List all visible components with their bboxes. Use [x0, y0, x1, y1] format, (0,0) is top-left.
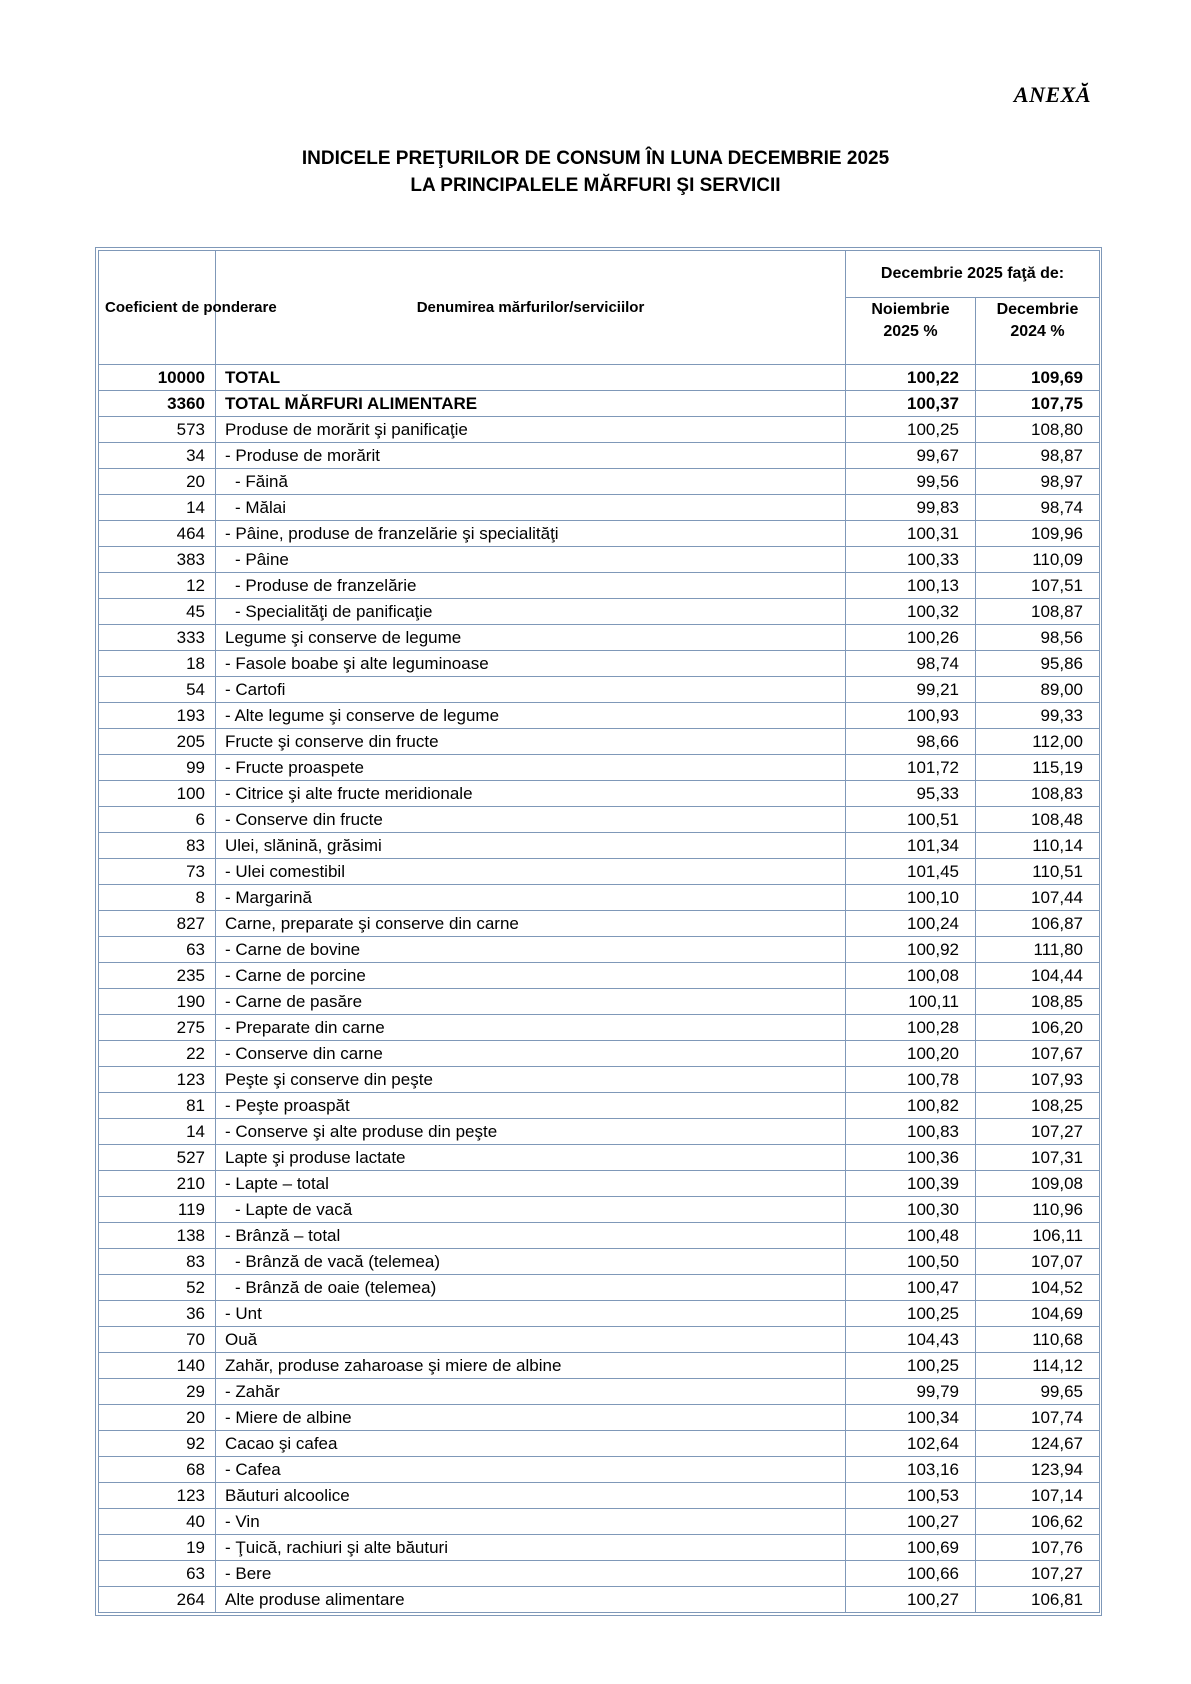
cell-coefficient: 54 — [99, 677, 216, 703]
cell-name: Zahăr, produse zaharoase şi miere de albine — [216, 1353, 846, 1379]
cell-name: - Citrice şi alte fructe meridionale — [216, 781, 846, 807]
cell-index-dec: 107,27 — [976, 1561, 1100, 1587]
cell-index-dec: 106,81 — [976, 1587, 1100, 1613]
header-group-text: Decembrie 2025 faţă de: — [880, 265, 1065, 282]
cell-index-dec: 108,25 — [976, 1093, 1100, 1119]
cell-coefficient: 70 — [99, 1327, 216, 1353]
cell-name: Cacao şi cafea — [216, 1431, 846, 1457]
cell-index-nov: 100,92 — [846, 937, 976, 963]
cell-coefficient: 827 — [99, 911, 216, 937]
header-group — [846, 251, 1100, 298]
cell-index-nov: 100,83 — [846, 1119, 976, 1145]
cell-index-dec: 107,75 — [976, 391, 1100, 417]
table-row — [99, 1379, 1100, 1405]
table-row — [99, 807, 1100, 833]
cell-index-dec: 110,14 — [976, 833, 1100, 859]
cell-index-nov: 104,43 — [846, 1327, 976, 1353]
cell-name: - Fructe proaspete — [216, 755, 846, 781]
cell-index-dec: 107,51 — [976, 573, 1100, 599]
cell-index-dec: 104,44 — [976, 963, 1100, 989]
cell-coefficient: 63 — [99, 1561, 216, 1587]
table-row — [99, 495, 1100, 521]
cell-coefficient: 19 — [99, 1535, 216, 1561]
cell-name: Carne, preparate şi conserve din carne — [216, 911, 846, 937]
cell-index-nov: 99,56 — [846, 469, 976, 495]
cell-name: - Peşte proaspăt — [216, 1093, 846, 1119]
table-row — [99, 885, 1100, 911]
cell-index-nov: 100,08 — [846, 963, 976, 989]
cell-name: Produse de morărit şi panificaţie — [216, 417, 846, 443]
cell-name: - Bere — [216, 1561, 846, 1587]
cell-index-dec: 108,85 — [976, 989, 1100, 1015]
cell-name: - Brânză de vacă (telemea) — [216, 1249, 846, 1275]
cell-coefficient: 63 — [99, 937, 216, 963]
table-row — [99, 755, 1100, 781]
cell-coefficient: 235 — [99, 963, 216, 989]
cell-index-nov: 100,47 — [846, 1275, 976, 1301]
cell-index-dec: 111,80 — [976, 937, 1100, 963]
cell-index-nov: 100,36 — [846, 1145, 976, 1171]
cell-name: Fructe şi conserve din fructe — [216, 729, 846, 755]
cell-index-nov: 100,51 — [846, 807, 976, 833]
cell-index-nov: 101,34 — [846, 833, 976, 859]
cell-coefficient: 190 — [99, 989, 216, 1015]
cell-coefficient: 573 — [99, 417, 216, 443]
cell-name: - Margarină — [216, 885, 846, 911]
cell-index-nov: 100,20 — [846, 1041, 976, 1067]
table-row — [99, 1249, 1100, 1275]
cell-index-nov: 100,27 — [846, 1587, 976, 1613]
cell-index-nov: 100,31 — [846, 521, 976, 547]
cell-index-dec: 110,68 — [976, 1327, 1100, 1353]
table-row — [99, 703, 1100, 729]
cell-index-nov: 100,53 — [846, 1483, 976, 1509]
cell-index-nov: 100,30 — [846, 1197, 976, 1223]
cell-coefficient: 12 — [99, 573, 216, 599]
cell-name: - Produse de morărit — [216, 443, 846, 469]
cell-name: - Alte legume şi conserve de legume — [216, 703, 846, 729]
cell-index-dec: 123,94 — [976, 1457, 1100, 1483]
cell-index-dec: 98,97 — [976, 469, 1100, 495]
cell-index-nov: 100,37 — [846, 391, 976, 417]
cell-coefficient: 193 — [99, 703, 216, 729]
cell-coefficient: 123 — [99, 1067, 216, 1093]
cell-index-dec: 110,51 — [976, 859, 1100, 885]
cell-coefficient: 464 — [99, 521, 216, 547]
cell-index-nov: 100,27 — [846, 1509, 976, 1535]
cell-coefficient: 333 — [99, 625, 216, 651]
cell-coefficient: 14 — [99, 1119, 216, 1145]
cell-index-dec: 109,96 — [976, 521, 1100, 547]
cell-coefficient: 119 — [99, 1197, 216, 1223]
title-line-1: INDICELE PREŢURILOR DE CONSUM ÎN LUNA DECEMBRIE 2025 — [301, 148, 890, 169]
table-row — [99, 1587, 1100, 1613]
cell-index-dec: 110,96 — [976, 1197, 1100, 1223]
cell-coefficient: 14 — [99, 495, 216, 521]
header-col-dec — [976, 298, 1100, 365]
cell-name: - Fasole boabe şi alte leguminoase — [216, 651, 846, 677]
table-row — [99, 963, 1100, 989]
header-name: Denumirea mărfurilor/serviciilor — [216, 251, 846, 365]
cell-name: - Produse de franzelărie — [216, 573, 846, 599]
cell-coefficient: 83 — [99, 833, 216, 859]
cell-name: Ulei, slănină, grăsimi — [216, 833, 846, 859]
cell-index-nov: 100,82 — [846, 1093, 976, 1119]
cell-coefficient: 18 — [99, 651, 216, 677]
cell-index-dec: 106,62 — [976, 1509, 1100, 1535]
cell-index-nov: 102,64 — [846, 1431, 976, 1457]
cell-name: Peşte şi conserve din peşte — [216, 1067, 846, 1093]
document-title — [0, 145, 1191, 199]
cell-index-nov: 100,34 — [846, 1405, 976, 1431]
table-row — [99, 781, 1100, 807]
cell-coefficient: 20 — [99, 1405, 216, 1431]
table-row — [99, 573, 1100, 599]
table-row — [99, 1015, 1100, 1041]
cell-name: - Carne de porcine — [216, 963, 846, 989]
table-body — [99, 365, 1100, 1613]
cell-index-dec: 108,87 — [976, 599, 1100, 625]
cell-coefficient: 83 — [99, 1249, 216, 1275]
table-row — [99, 521, 1100, 547]
cell-name: Lapte şi produse lactate — [216, 1145, 846, 1171]
table-row — [99, 1197, 1100, 1223]
table-row — [99, 1067, 1100, 1093]
cell-name: TOTAL — [216, 365, 846, 391]
header-coefficient: Coeficient de ponderare — [99, 251, 216, 365]
cell-index-dec: 107,27 — [976, 1119, 1100, 1145]
header-col-nov-text: Noiembrie 2025 % — [871, 301, 950, 340]
cell-coefficient: 68 — [99, 1457, 216, 1483]
table-row — [99, 1041, 1100, 1067]
header-col-nov — [846, 298, 976, 365]
table-row — [99, 989, 1100, 1015]
cell-index-dec: 107,93 — [976, 1067, 1100, 1093]
cell-coefficient: 123 — [99, 1483, 216, 1509]
table-row — [99, 911, 1100, 937]
cell-coefficient: 205 — [99, 729, 216, 755]
cell-index-dec: 109,69 — [976, 365, 1100, 391]
cell-coefficient: 6 — [99, 807, 216, 833]
cell-index-dec: 107,74 — [976, 1405, 1100, 1431]
cell-name: - Conserve din carne — [216, 1041, 846, 1067]
table-row — [99, 937, 1100, 963]
cell-name: Ouă — [216, 1327, 846, 1353]
table-row — [99, 1535, 1100, 1561]
cell-index-dec: 104,52 — [976, 1275, 1100, 1301]
cell-index-nov: 99,67 — [846, 443, 976, 469]
cell-name: - Lapte de vacă — [216, 1197, 846, 1223]
cell-name: - Carne de bovine — [216, 937, 846, 963]
cell-index-dec: 110,09 — [976, 547, 1100, 573]
table-row — [99, 469, 1100, 495]
table-row — [99, 1171, 1100, 1197]
price-index-table-frame — [95, 247, 1102, 1616]
cell-index-nov: 100,28 — [846, 1015, 976, 1041]
cell-index-dec: 112,00 — [976, 729, 1100, 755]
cell-index-nov: 100,24 — [846, 911, 976, 937]
cell-index-nov: 100,33 — [846, 547, 976, 573]
cell-index-dec: 107,07 — [976, 1249, 1100, 1275]
cell-coefficient: 34 — [99, 443, 216, 469]
cell-name: - Mălai — [216, 495, 846, 521]
cell-index-dec: 124,67 — [976, 1431, 1100, 1457]
cell-name: - Brânză – total — [216, 1223, 846, 1249]
cell-name: - Miere de albine — [216, 1405, 846, 1431]
cell-index-nov: 100,26 — [846, 625, 976, 651]
header-col-dec-text: Decembrie 2024 % — [996, 301, 1079, 340]
cell-index-nov: 103,16 — [846, 1457, 976, 1483]
cell-index-dec: 114,12 — [976, 1353, 1100, 1379]
table-row — [99, 1223, 1100, 1249]
cell-name: Alte produse alimentare — [216, 1587, 846, 1613]
cell-index-nov: 98,66 — [846, 729, 976, 755]
cell-coefficient: 99 — [99, 755, 216, 781]
cell-index-dec: 104,69 — [976, 1301, 1100, 1327]
table-row — [99, 1353, 1100, 1379]
cell-name: - Specialităţi de panificaţie — [216, 599, 846, 625]
table-row — [99, 547, 1100, 573]
cell-index-nov: 100,39 — [846, 1171, 976, 1197]
cell-name: - Unt — [216, 1301, 846, 1327]
cell-coefficient: 45 — [99, 599, 216, 625]
cell-coefficient: 383 — [99, 547, 216, 573]
table-row — [99, 1145, 1100, 1171]
cell-index-dec: 106,11 — [976, 1223, 1100, 1249]
cell-name: - Vin — [216, 1509, 846, 1535]
cell-coefficient: 73 — [99, 859, 216, 885]
cell-index-nov: 100,22 — [846, 365, 976, 391]
table-row — [99, 1301, 1100, 1327]
cell-coefficient: 264 — [99, 1587, 216, 1613]
table-row — [99, 729, 1100, 755]
cell-index-nov: 100,10 — [846, 885, 976, 911]
cell-coefficient: 20 — [99, 469, 216, 495]
table-row — [99, 1119, 1100, 1145]
cell-index-dec: 89,00 — [976, 677, 1100, 703]
cell-index-dec: 107,76 — [976, 1535, 1100, 1561]
table-row — [99, 1327, 1100, 1353]
cell-coefficient: 22 — [99, 1041, 216, 1067]
cell-index-nov: 99,83 — [846, 495, 976, 521]
cell-name: - Conserve din fructe — [216, 807, 846, 833]
cell-index-nov: 100,66 — [846, 1561, 976, 1587]
table-row — [99, 365, 1100, 391]
cell-name: Băuturi alcoolice — [216, 1483, 846, 1509]
cell-coefficient: 3360 — [99, 391, 216, 417]
table-row — [99, 625, 1100, 651]
cell-name: - Făină — [216, 469, 846, 495]
cell-coefficient: 8 — [99, 885, 216, 911]
cell-index-nov: 99,21 — [846, 677, 976, 703]
cell-index-dec: 108,80 — [976, 417, 1100, 443]
cell-index-nov: 95,33 — [846, 781, 976, 807]
cell-index-dec: 107,14 — [976, 1483, 1100, 1509]
cell-index-nov: 100,11 — [846, 989, 976, 1015]
cell-index-nov: 101,72 — [846, 755, 976, 781]
cell-name: - Cartofi — [216, 677, 846, 703]
cell-index-dec: 99,65 — [976, 1379, 1100, 1405]
cell-index-dec: 107,44 — [976, 885, 1100, 911]
cell-name: - Carne de pasăre — [216, 989, 846, 1015]
cell-coefficient: 140 — [99, 1353, 216, 1379]
cell-coefficient: 100 — [99, 781, 216, 807]
price-index-table — [98, 250, 1100, 1613]
cell-name: - Pâine, produse de franzelărie şi specialităţi — [216, 521, 846, 547]
cell-index-dec: 115,19 — [976, 755, 1100, 781]
cell-index-nov: 100,69 — [846, 1535, 976, 1561]
cell-index-nov: 98,74 — [846, 651, 976, 677]
cell-index-nov: 100,93 — [846, 703, 976, 729]
cell-coefficient: 36 — [99, 1301, 216, 1327]
cell-index-dec: 108,48 — [976, 807, 1100, 833]
table-row — [99, 1431, 1100, 1457]
cell-index-dec: 95,86 — [976, 651, 1100, 677]
cell-index-dec: 107,67 — [976, 1041, 1100, 1067]
cell-name: - Brânză de oaie (telemea) — [216, 1275, 846, 1301]
cell-index-nov: 100,25 — [846, 1353, 976, 1379]
cell-index-dec: 99,33 — [976, 703, 1100, 729]
table-row — [99, 833, 1100, 859]
cell-index-nov: 100,13 — [846, 573, 976, 599]
table-row — [99, 1275, 1100, 1301]
cell-name: - Preparate din carne — [216, 1015, 846, 1041]
cell-coefficient: 92 — [99, 1431, 216, 1457]
cell-index-nov: 100,78 — [846, 1067, 976, 1093]
cell-index-dec: 107,31 — [976, 1145, 1100, 1171]
cell-index-dec: 98,87 — [976, 443, 1100, 469]
table-row — [99, 1093, 1100, 1119]
table-row — [99, 651, 1100, 677]
cell-name: - Ulei comestibil — [216, 859, 846, 885]
cell-coefficient: 10000 — [99, 365, 216, 391]
cell-index-nov: 99,79 — [846, 1379, 976, 1405]
cell-name: - Ţuică, rachiuri şi alte băuturi — [216, 1535, 846, 1561]
cell-coefficient: 275 — [99, 1015, 216, 1041]
cell-index-nov: 100,50 — [846, 1249, 976, 1275]
cell-name: - Zahăr — [216, 1379, 846, 1405]
table-row — [99, 1405, 1100, 1431]
table-row — [99, 859, 1100, 885]
cell-name: - Lapte – total — [216, 1171, 846, 1197]
cell-coefficient: 52 — [99, 1275, 216, 1301]
cell-coefficient: 210 — [99, 1171, 216, 1197]
table-row — [99, 1483, 1100, 1509]
table-row — [99, 1561, 1100, 1587]
table-row — [99, 417, 1100, 443]
cell-index-dec: 109,08 — [976, 1171, 1100, 1197]
cell-name: - Conserve şi alte produse din peşte — [216, 1119, 846, 1145]
cell-coefficient: 527 — [99, 1145, 216, 1171]
cell-index-nov: 100,25 — [846, 1301, 976, 1327]
table-row — [99, 1509, 1100, 1535]
cell-index-dec: 98,74 — [976, 495, 1100, 521]
cell-index-nov: 100,32 — [846, 599, 976, 625]
cell-index-dec: 108,83 — [976, 781, 1100, 807]
cell-name: - Pâine — [216, 547, 846, 573]
cell-index-dec: 98,56 — [976, 625, 1100, 651]
table-row — [99, 1457, 1100, 1483]
cell-name: Legume şi conserve de legume — [216, 625, 846, 651]
cell-coefficient: 40 — [99, 1509, 216, 1535]
cell-name: TOTAL MĂRFURI ALIMENTARE — [216, 391, 846, 417]
title-line-2: LA PRINCIPALELE MĂRFURI ŞI SERVICII — [410, 175, 781, 196]
cell-index-dec: 106,87 — [976, 911, 1100, 937]
table-row — [99, 391, 1100, 417]
cell-index-nov: 100,25 — [846, 417, 976, 443]
annex-label: ANEXĂ — [1013, 82, 1091, 107]
cell-name: - Cafea — [216, 1457, 846, 1483]
table-row — [99, 677, 1100, 703]
cell-index-nov: 101,45 — [846, 859, 976, 885]
cell-index-dec: 106,20 — [976, 1015, 1100, 1041]
cell-coefficient: 138 — [99, 1223, 216, 1249]
cell-coefficient: 81 — [99, 1093, 216, 1119]
table-row — [99, 443, 1100, 469]
cell-coefficient: 29 — [99, 1379, 216, 1405]
cell-index-nov: 100,48 — [846, 1223, 976, 1249]
table-row — [99, 599, 1100, 625]
